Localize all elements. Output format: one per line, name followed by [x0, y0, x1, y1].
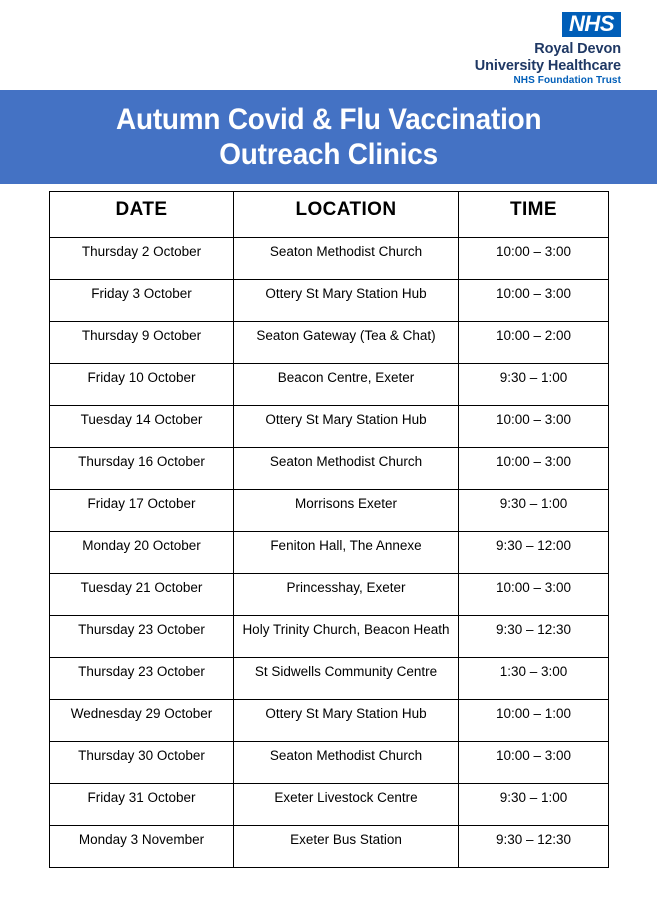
table-row: [50, 280, 609, 322]
cell-time: 10:00 – 3:00: [459, 280, 609, 322]
table-row: [50, 364, 609, 406]
cell-date: Monday 3 November: [50, 826, 234, 868]
table-row: [50, 238, 609, 280]
cell-location: Ottery St Mary Station Hub: [234, 280, 459, 322]
cell-time: 10:00 – 3:00: [459, 406, 609, 448]
cell-date: Thursday 2 October: [50, 238, 234, 280]
table-row: [50, 742, 609, 784]
cell-location: Feniton Hall, The Annexe: [234, 532, 459, 574]
cell-time: 10:00 – 3:00: [459, 448, 609, 490]
cell-date: Friday 17 October: [50, 490, 234, 532]
column-header-time: TIME: [459, 192, 609, 238]
trust-name: [475, 41, 621, 73]
column-header-location: LOCATION: [234, 192, 459, 238]
cell-location: Beacon Centre, Exeter: [234, 364, 459, 406]
cell-time: 10:00 – 2:00: [459, 322, 609, 364]
nhs-trust-logo: [475, 12, 621, 86]
table-row: [50, 406, 609, 448]
title-banner: [0, 90, 657, 184]
cell-location: Ottery St Mary Station Hub: [234, 700, 459, 742]
clinic-schedule: [49, 191, 608, 868]
logo-area: [0, 0, 657, 90]
cell-time: 10:00 – 3:00: [459, 238, 609, 280]
table-row: [50, 658, 609, 700]
table-row: [50, 826, 609, 868]
cell-location: Seaton Methodist Church: [234, 448, 459, 490]
cell-date: Thursday 23 October: [50, 658, 234, 700]
cell-location: Princesshay, Exeter: [234, 574, 459, 616]
nhs-logo-icon: NHS: [562, 12, 621, 37]
cell-location: Seaton Gateway (Tea & Chat): [234, 322, 459, 364]
cell-location: Exeter Bus Station: [234, 826, 459, 868]
table-row: [50, 532, 609, 574]
cell-location: Seaton Methodist Church: [234, 742, 459, 784]
trust-name-line2: University Healthcare: [474, 57, 621, 74]
cell-time: 9:30 – 12:00: [459, 532, 609, 574]
foundation-trust-label: NHS Foundation Trust: [513, 74, 621, 86]
cell-date: Tuesday 14 October: [50, 406, 234, 448]
cell-location: Exeter Livestock Centre: [234, 784, 459, 826]
cell-date: Tuesday 21 October: [50, 574, 234, 616]
table-row: [50, 448, 609, 490]
page-title-line2: Outreach Clinics: [219, 138, 438, 171]
page-title-line1: Autumn Covid & Flu Vaccination: [115, 103, 542, 137]
table-row: [50, 616, 609, 658]
column-header-date: DATE: [50, 192, 234, 238]
cell-time: 10:00 – 3:00: [459, 742, 609, 784]
table-row: [50, 490, 609, 532]
cell-location: Seaton Methodist Church: [234, 238, 459, 280]
cell-date: Thursday 9 October: [50, 322, 234, 364]
cell-time: 10:00 – 1:00: [459, 700, 609, 742]
cell-date: Monday 20 October: [50, 532, 234, 574]
cell-time: 9:30 – 1:00: [459, 364, 609, 406]
table-row: [50, 700, 609, 742]
table-row: [50, 574, 609, 616]
table-row: [50, 322, 609, 364]
cell-location: Ottery St Mary Station Hub: [234, 406, 459, 448]
cell-time: 9:30 – 1:00: [459, 784, 609, 826]
table-header-row: [50, 192, 609, 238]
table-row: [50, 784, 609, 826]
table-body: [50, 238, 609, 868]
cell-location: Morrisons Exeter: [234, 490, 459, 532]
trust-name-line1: Royal Devon: [534, 41, 621, 58]
cell-time: 9:30 – 12:30: [459, 826, 609, 868]
cell-location: Holy Trinity Church, Beacon Heath: [234, 616, 459, 658]
clinic-table: [49, 191, 609, 868]
cell-date: Thursday 30 October: [50, 742, 234, 784]
cell-date: Thursday 16 October: [50, 448, 234, 490]
table-header: [50, 192, 609, 238]
cell-date: Thursday 23 October: [50, 616, 234, 658]
cell-date: Friday 31 October: [50, 784, 234, 826]
cell-time: 10:00 – 3:00: [459, 574, 609, 616]
cell-location: St Sidwells Community Centre: [234, 658, 459, 700]
cell-date: Friday 10 October: [50, 364, 234, 406]
cell-date: Wednesday 29 October: [50, 700, 234, 742]
cell-time: 9:30 – 12:30: [459, 616, 609, 658]
cell-time: 1:30 – 3:00: [459, 658, 609, 700]
cell-time: 9:30 – 1:00: [459, 490, 609, 532]
cell-date: Friday 3 October: [50, 280, 234, 322]
